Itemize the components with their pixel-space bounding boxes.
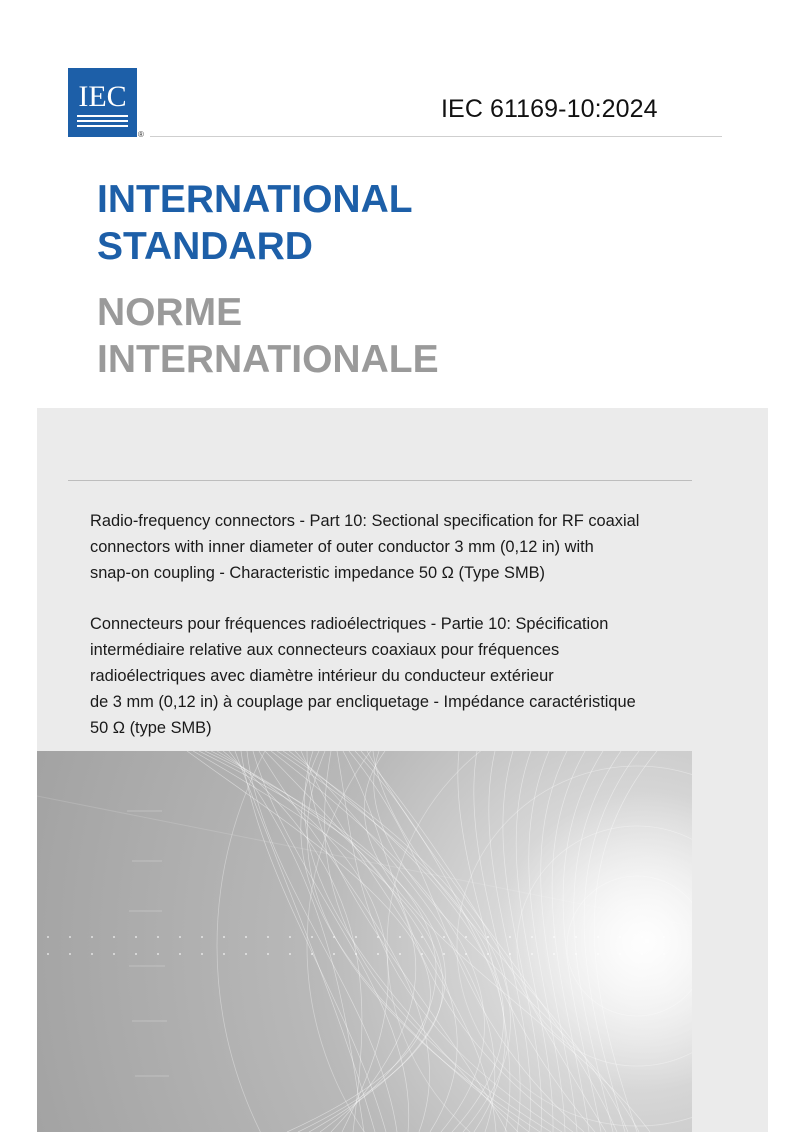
header-divider <box>150 136 722 137</box>
description-french-line: intermédiaire relative aux connecteurs coaxiaux pour fréquences <box>90 641 560 659</box>
description-french <box>90 611 690 741</box>
description-english-line: snap-on coupling - Characteristic impedance 50 Ω (Type SMB) <box>90 564 546 582</box>
title-french-line-2: INTERNATIONALE <box>97 338 439 381</box>
abstract-curves-artwork-icon <box>37 751 692 1132</box>
description-english-line: Radio-frequency connectors - Part 10: Sectional specification for RF coaxial <box>90 512 640 530</box>
description-french-line: radioélectriques avec diamètre intérieur du conducteur extérieur <box>90 667 554 685</box>
iec-logo <box>68 68 137 137</box>
document-number: IEC 61169-10:2024 <box>441 95 658 123</box>
cover-artwork <box>37 751 692 1132</box>
description-french-line: de 3 mm (0,12 in) à couplage par encliquetage - Impédance caractéristique <box>90 693 636 711</box>
iec-logo-text: IEC <box>78 80 127 113</box>
description-english-line: connectors with inner diameter of outer conductor 3 mm (0,12 in) with <box>90 538 594 556</box>
registered-mark: ® <box>138 130 144 139</box>
title-english <box>97 176 413 270</box>
title-english-line-2: STANDARD <box>97 225 313 268</box>
iec-logo-icon <box>68 68 137 137</box>
title-english-line-1: INTERNATIONAL <box>97 178 413 221</box>
title-french <box>97 289 439 383</box>
description-english <box>90 508 690 586</box>
description-french-line: 50 Ω (type SMB) <box>90 719 212 737</box>
description-french-line: Connecteurs pour fréquences radioélectriques - Partie 10: Spécification <box>90 615 609 633</box>
title-french-line-1: NORME <box>97 291 243 334</box>
panel-divider <box>68 480 692 481</box>
